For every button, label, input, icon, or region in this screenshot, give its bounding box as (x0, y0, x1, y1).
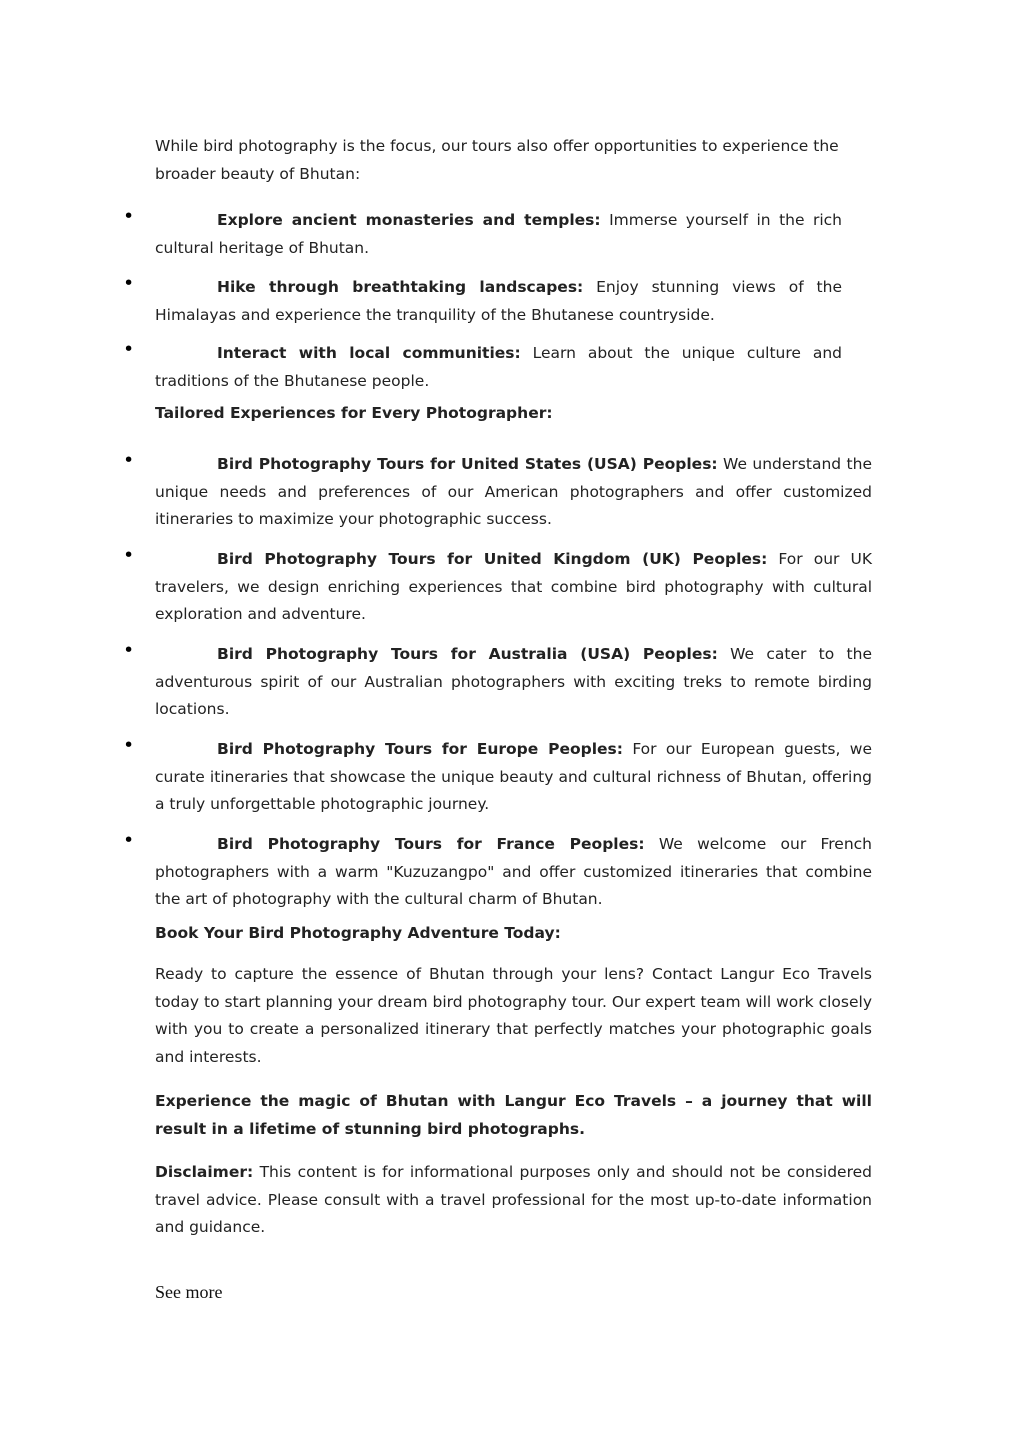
tour-lead: Bird Photography Tours for United Kingdom (UK) Peoples: (217, 550, 768, 568)
bullet-icon: • (123, 544, 135, 566)
experience-item-communities (155, 340, 842, 395)
experience-item-hike (155, 274, 842, 329)
tour-item-europe (155, 736, 872, 819)
tour-item-usa (155, 451, 872, 534)
tour-lead: Bird Photography Tours for United States (USA) Peoples: (217, 455, 718, 473)
experience-text: Enjoy stunning views of the Himalayas and experience the tranquility of the Bhutanese countryside. (155, 278, 842, 324)
bullet-icon: • (123, 449, 135, 471)
experience-item-monasteries (155, 207, 842, 262)
tour-item-uk (155, 546, 872, 629)
tour-lead: Bird Photography Tours for Australia (USA) Peoples: (217, 645, 718, 663)
tour-item-australia (155, 641, 872, 724)
bullet-icon: • (123, 338, 135, 360)
tailored-heading: Tailored Experiences for Every Photographer: (155, 404, 553, 422)
disclaimer-lead: Disclaimer: (155, 1163, 254, 1181)
tour-lead: Bird Photography Tours for France Peoples: (217, 835, 645, 853)
experience-text: Immerse yourself in the rich cultural heritage of Bhutan. (155, 211, 843, 257)
experience-lead: Interact with local communities: (217, 344, 521, 362)
experience-text: Learn about the unique culture and traditions of the Bhutanese people. (155, 344, 842, 390)
bullet-icon: • (123, 272, 135, 294)
bullet-icon: • (123, 734, 135, 756)
book-paragraph: Ready to capture the essence of Bhutan through your lens? Contact Langur Eco Travels today to start planning your dream bird photography tour. Our expert team will work closely with you to create a personalized itinerary that perfectly matches your photographic goals and interests. (155, 965, 872, 1066)
disclaimer-paragraph (155, 1159, 872, 1242)
tour-item-france (155, 831, 872, 914)
closing-paragraph: Experience the magic of Bhutan with Langur Eco Travels – a journey that will result in a lifetime of stunning bird photographs. (155, 1092, 872, 1138)
tour-text: We understand the unique needs and preferences of our American photographers and offer customized itineraries to maximize your photographic success. (155, 455, 872, 528)
bullet-icon: • (123, 205, 135, 227)
experience-lead: Explore ancient monasteries and temples: (217, 211, 601, 229)
disclaimer-text: This content is for informational purposes only and should not be considered travel advice. Please consult with a travel professional for the most up-to-date information and guidance. (155, 1163, 872, 1236)
book-heading: Book Your Bird Photography Adventure Today: (155, 924, 561, 942)
tour-text: For our European guests, we curate itineraries that showcase the unique beauty and cultural richness of Bhutan, offering a truly unforgettable photographic journey. (155, 740, 872, 813)
tour-text: For our UK travelers, we design enriching experiences that combine bird photography with cultural exploration and adventure. (155, 550, 872, 623)
tour-text: We cater to the adventurous spirit of our Australian photographers with exciting treks to remote birding locations. (155, 645, 872, 718)
see-more-link[interactable]: See more (155, 1282, 223, 1302)
bullet-icon: • (123, 829, 135, 851)
tour-lead: Bird Photography Tours for Europe Peoples: (217, 740, 623, 758)
tour-text: We welcome our French photographers with a warm "Kuzuzangpo" and offer customized itineraries that combine the art of photography with the cultural charm of Bhutan. (155, 835, 872, 908)
intro-paragraph: While bird photography is the focus, our tours also offer opportunities to experience the broader beauty of Bhutan: (155, 137, 839, 183)
bullet-icon: • (123, 639, 135, 661)
experience-lead: Hike through breathtaking landscapes: (217, 278, 584, 296)
